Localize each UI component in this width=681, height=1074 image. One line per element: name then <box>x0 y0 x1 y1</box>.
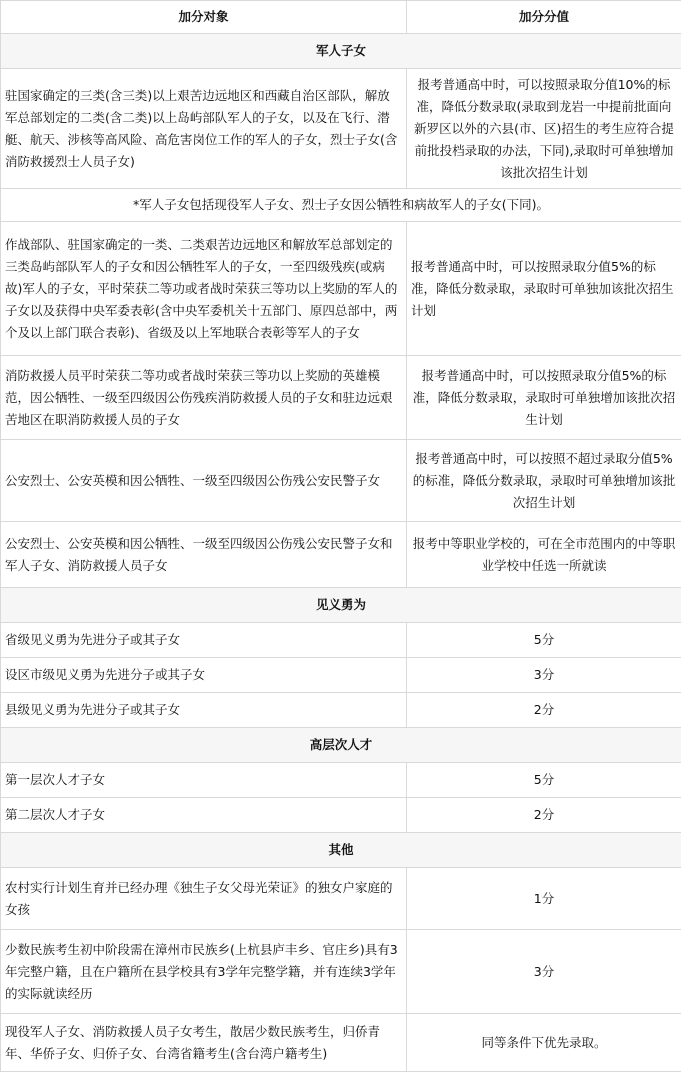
header-row <box>1 1 681 34</box>
value-cell: 报考中等职业学校的，可在全市范围内的中等职业学校中任选一所就读 <box>407 522 681 588</box>
object-cell: 消防救援人员平时荣获二等功或者战时荣获三等功以上奖励的英雄模范，因公牺牲、一级至四级因公伤残疾消防救援人员的子女和驻边远艰苦地区在职消防救援人员的子女 <box>1 356 407 440</box>
value-cell: 报考普通高中时，可以按照录取分值5%的标准，降低分数录取，录取时可单独增加该批次招生计划 <box>407 356 681 440</box>
value-cell: 同等条件下优先录取。 <box>407 1014 681 1072</box>
object-cell: 农村实行计划生育并已经办理《独生子女父母光荣证》的独女户家庭的女孩 <box>1 868 407 930</box>
section-row-bravery <box>1 588 681 623</box>
object-cell: 公安烈士、公安英模和因公牺牲、一级至四级因公伤残公安民警子女 <box>1 440 407 522</box>
section-row-military <box>1 34 681 69</box>
object-cell: 第一层次人才子女 <box>1 763 407 798</box>
header-object: 加分对象 <box>1 1 407 34</box>
table-row <box>1 798 681 833</box>
section-title: 见义勇为 <box>1 588 681 623</box>
object-cell: 公安烈士、公安英模和因公牺牲、一级至四级因公伤残公安民警子女和军人子女、消防救援人员子女 <box>1 522 407 588</box>
table-row <box>1 693 681 728</box>
object-cell: 作战部队、驻国家确定的一类、二类艰苦边远地区和解放军总部划定的三类岛屿部队军人的子女和因公牺牲军人的子女，一至四级残疾(或病故)军人的子女，平时荣获二等功或者战时荣获三等功以上奖励的军人的子女以及获得中央军委表彰(含中央军委机关十五部门、原四总部中，两个及以上部门联合表彰)、省级及以上军地联合表彰等军人的子女 <box>1 222 407 356</box>
object-cell: 设区市级见义勇为先进分子或其子女 <box>1 658 407 693</box>
table-row <box>1 763 681 798</box>
section-row-other <box>1 833 681 868</box>
military-note: *军人子女包括现役军人子女、烈士子女因公牺牲和病故军人的子女(下同)。 <box>1 189 681 222</box>
table-row <box>1 658 681 693</box>
value-cell: 3分 <box>407 930 681 1014</box>
table-row <box>1 440 681 522</box>
value-cell: 2分 <box>407 693 681 728</box>
object-cell: 现役军人子女、消防救援人员子女考生，散居少数民族考生，归侨青年、华侨子女、归侨子女、台湾省籍考生(含台湾户籍考生) <box>1 1014 407 1072</box>
table-row <box>1 356 681 440</box>
section-title: 高层次人才 <box>1 728 681 763</box>
value-cell: 5分 <box>407 763 681 798</box>
header-value: 加分分值 <box>407 1 681 34</box>
table-row <box>1 522 681 588</box>
object-cell: 省级见义勇为先进分子或其子女 <box>1 623 407 658</box>
section-title: 军人子女 <box>1 34 681 69</box>
object-cell: 县级见义勇为先进分子或其子女 <box>1 693 407 728</box>
value-cell: 3分 <box>407 658 681 693</box>
table-row <box>1 930 681 1014</box>
table-row <box>1 623 681 658</box>
section-row-talent <box>1 728 681 763</box>
value-cell: 报考普通高中时，可以按照录取分值10%的标准，降低分数录取(录取到龙岩一中提前批面向新罗区以外的六县(市、区)招生的考生应符合提前批投档录取的办法，下同),录取时可单独增加该批次招生计划 <box>407 69 681 189</box>
table-row <box>1 868 681 930</box>
table-row <box>1 69 681 189</box>
note-row <box>1 189 681 222</box>
value-cell: 报考普通高中时，可以按照不超过录取分值5%的标准，降低分数录取，录取时可单独增加该批次招生计划 <box>407 440 681 522</box>
section-title: 其他 <box>1 833 681 868</box>
object-cell: 少数民族考生初中阶段需在漳州市民族乡(上杭县庐丰乡、官庄乡)具有3年完整户籍，且在户籍所在县学校具有3学年完整学籍，并有连续3学年的实际就读经历 <box>1 930 407 1014</box>
value-cell: 2分 <box>407 798 681 833</box>
object-cell: 第二层次人才子女 <box>1 798 407 833</box>
value-cell: 1分 <box>407 868 681 930</box>
object-cell: 驻国家确定的三类(含三类)以上艰苦边远地区和西藏自治区部队，解放军总部划定的二类(含二类)以上岛屿部队军人的子女，以及在飞行、潜艇、航天、涉核等高风险、高危害岗位工作的军人的子女，烈士子女(含消防救援烈士人员子女) <box>1 69 407 189</box>
value-cell: 报考普通高中时，可以按照录取分值5%的标准，降低分数录取，录取时可单独加该批次招生计划 <box>407 222 681 356</box>
table-row <box>1 222 681 356</box>
value-cell: 5分 <box>407 623 681 658</box>
table-row <box>1 1014 681 1072</box>
